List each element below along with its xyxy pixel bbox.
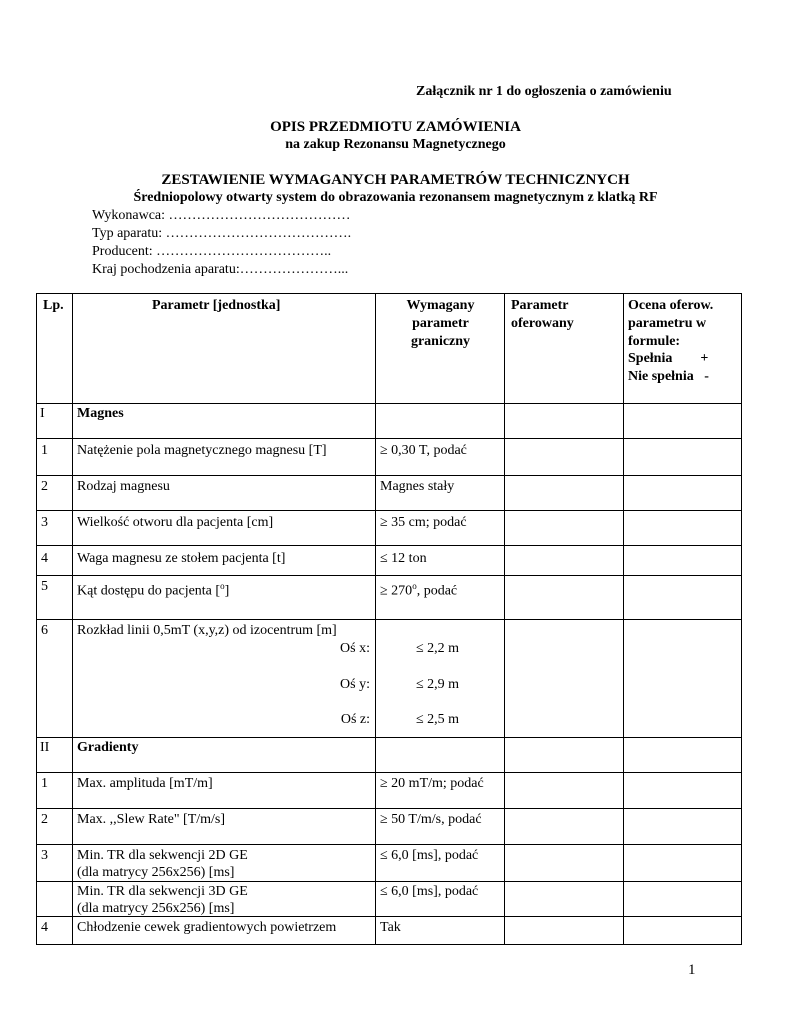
document-subtitle: na zakup Rezonansu Magnetycznego: [285, 137, 506, 152]
device-type-field: Typ aparatu: ………………………………….: [92, 226, 352, 241]
axis-y-value: ≤ 2,9 m: [416, 677, 460, 692]
table-row-lp: 4: [41, 551, 48, 566]
table-row-value: ≤ 12 ton: [380, 551, 427, 566]
table-row-param: Natężenie pola magnetycznego magnesu [T]: [77, 443, 327, 458]
header-parameter: Parametr [jednostka]: [152, 298, 281, 313]
table-row-param-line2: (dla matrycy 256x256) [ms]: [77, 901, 235, 916]
table-row-param: Wielkość otworu dla pacjenta [cm]: [77, 515, 274, 530]
attachment-label: Załącznik nr 1 do ogłoszenia o zamówieniu: [416, 84, 672, 99]
header-required-3: graniczny: [410, 334, 471, 349]
table-row-value: Tak: [380, 920, 401, 935]
header-lp: Lp.: [43, 298, 64, 313]
header-required-2: parametr: [412, 316, 469, 331]
table-row-param: Min. TR dla sekwencji 3D GE: [77, 884, 248, 899]
header-required-1: Wymagany: [406, 298, 475, 313]
contractor-field: Wykonawca: …………………………………: [92, 208, 351, 223]
header-rating-1: Ocena oferow.: [628, 298, 714, 313]
country-field: Kraj pochodzenia aparatu:…………………...: [92, 262, 349, 277]
section-magnes: Magnes: [77, 406, 124, 421]
table-row-param: Rozkład linii 0,5mT (x,y,z) od izocentrum [m]: [77, 623, 337, 638]
table-row-param: Rodzaj magnesu: [77, 479, 170, 494]
table-row-value: ≥ 35 cm; podać: [380, 515, 467, 530]
table-row-lp: 2: [41, 812, 48, 827]
header-rating-4: Spełnia +: [628, 351, 709, 366]
section-title: ZESTAWIENIE WYMAGANYCH PARAMETRÓW TECHNICZNYCH: [161, 172, 630, 188]
table-row-value: ≥ 0,30 T, podać: [380, 443, 467, 458]
table-row-param-line2: (dla matrycy 256x256) [ms]: [77, 865, 235, 880]
table-row-param: Waga magnesu ze stołem pacjenta [t]: [77, 551, 286, 566]
axis-z-value: ≤ 2,5 m: [416, 712, 460, 727]
header-offered-1: Parametr: [511, 298, 569, 313]
table-row-lp: 6: [41, 623, 48, 638]
table-row-param: Kąt dostępu do pacjenta [$^o$]: [77, 581, 230, 599]
table-row-lp: 1: [41, 776, 48, 791]
table-row-value: ≥ 20 mT/m; podać: [380, 776, 484, 791]
document-title: OPIS PRZEDMIOTU ZAMÓWIENIA: [270, 119, 521, 135]
table-row-lp: I: [40, 406, 45, 421]
table-row-value: ≤ 6,0 [ms], podać: [380, 848, 479, 863]
table-row-param: Chłodzenie cewek gradientowych powietrzem: [77, 920, 337, 935]
table-row-param: Max. ,,Slew Rate" [T/m/s]: [77, 812, 226, 827]
table-row-value: Magnes stały: [380, 479, 455, 494]
header-offered-2: oferowany: [511, 316, 574, 331]
manufacturer-field: Producent: ………………………………..: [92, 244, 332, 259]
table-row-lp: 1: [41, 443, 48, 458]
axis-z-label: Oś z:: [340, 712, 370, 727]
table-row-lp: 4: [41, 920, 48, 935]
table-row-param: Min. TR dla sekwencji 2D GE: [77, 848, 248, 863]
page-number: 1: [688, 962, 696, 978]
table-row-value: ≥ 50 T/m/s, podać: [380, 812, 482, 827]
table-row-lp: 2: [41, 479, 48, 494]
system-description: Średniopolowy otwarty system do obrazowania rezonansem magnetycznym z klatką RF: [133, 190, 658, 205]
table-row-param: Max. amplituda [mT/m]: [77, 776, 213, 791]
axis-y-label: Oś y:: [340, 677, 370, 692]
table-row-lp: II: [40, 740, 50, 755]
header-rating-5: Nie spełnia -: [628, 369, 709, 384]
table-row-lp: 3: [41, 515, 48, 530]
axis-x-value: ≤ 2,2 m: [416, 641, 460, 656]
section-gradienty: Gradienty: [77, 740, 139, 755]
header-rating-2: parametru w: [628, 316, 707, 331]
table-row-value: ≥ $270^o$, podać: [380, 581, 458, 599]
table-row-lp: 5: [41, 579, 48, 594]
header-rating-3: formule:: [628, 334, 681, 349]
axis-x-label: Oś x:: [340, 641, 370, 656]
table-row-value: ≤ 6,0 [ms], podać: [380, 884, 479, 899]
table-row-lp: 3: [41, 848, 48, 863]
